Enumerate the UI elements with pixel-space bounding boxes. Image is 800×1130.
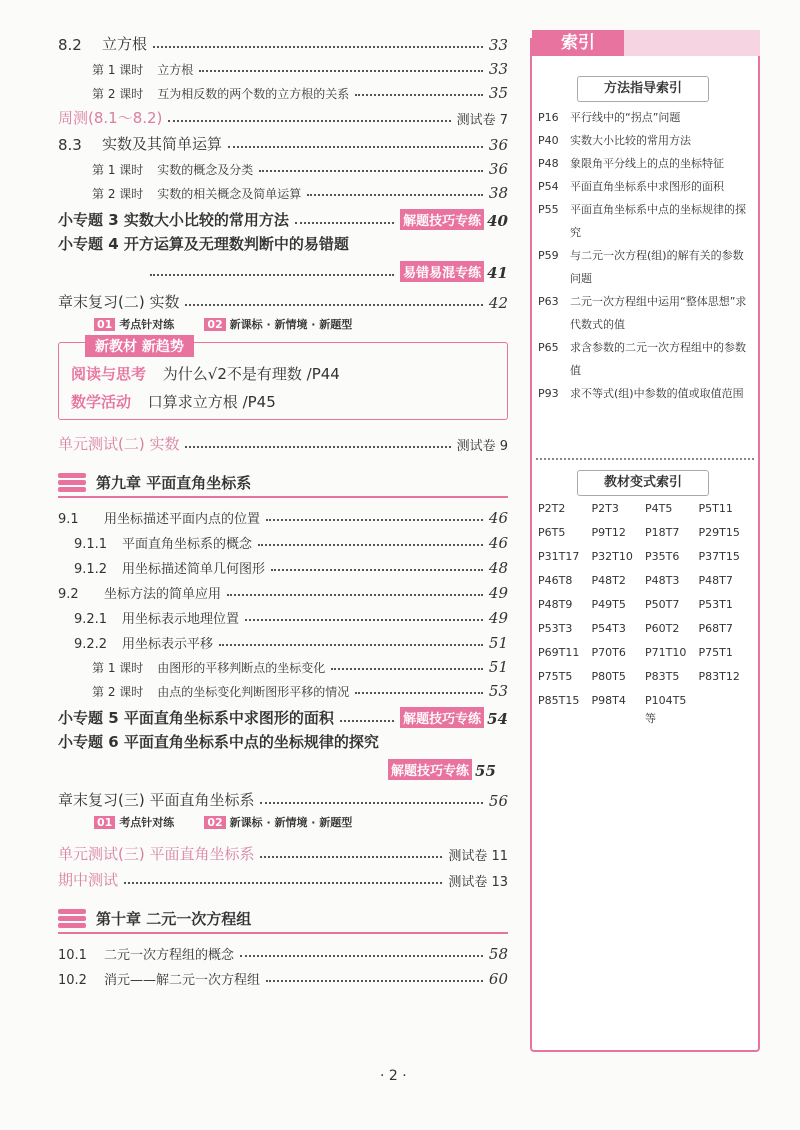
leader-dots — [153, 45, 483, 48]
page-number: 41 — [487, 264, 508, 282]
variant-ref[interactable]: P60T2 — [645, 622, 680, 635]
leader-dots — [355, 691, 483, 694]
page-number: 38 — [488, 184, 508, 202]
lesson-label: 第 2 课时 — [92, 187, 144, 201]
index-header-band — [624, 30, 760, 56]
page-number: 36 — [488, 160, 508, 178]
variant-ref[interactable]: P4T5 — [645, 502, 673, 515]
variant-ref[interactable]: P48T7 — [698, 574, 733, 587]
toc-entry[interactable] — [58, 502, 508, 527]
leader-dots — [150, 273, 394, 276]
lesson-title: 实数的相关概念及简单运算 — [157, 187, 302, 201]
toc-entry[interactable] — [58, 963, 508, 988]
index-topic: 平面直角坐标系中点的坐标规律的探究 — [570, 203, 746, 239]
page-number: 42 — [488, 294, 508, 312]
page-number: 33 — [488, 36, 508, 54]
methods-index-item[interactable] — [538, 106, 752, 129]
index-page-ref: P93 — [538, 387, 559, 400]
topic-title: 小专题 4 开方运算及无理数判断中的易错题 — [58, 235, 349, 253]
index-panel — [530, 33, 760, 1052]
variant-ref[interactable]: P71T10 — [645, 646, 687, 659]
tag-number: 02 — [204, 816, 225, 829]
review-title: 章末复习(二) 实数 — [58, 293, 180, 311]
variant-ref[interactable]: P68T7 — [698, 622, 733, 635]
index-topic: 与二元一次方程(组)的解有关的参数问题 — [570, 249, 744, 285]
page-number: 58 — [488, 945, 508, 963]
page-number: 60 — [488, 970, 508, 988]
leader-dots — [124, 881, 442, 884]
variant-ref[interactable]: P83T12 — [698, 670, 740, 683]
leader-dots — [185, 303, 482, 306]
index-topic: 求含参数的二元一次方程组中的参数值 — [570, 341, 746, 377]
variant-ref[interactable]: P37T15 — [698, 550, 740, 563]
books-icon — [58, 471, 92, 493]
chapter-heading[interactable] — [58, 902, 508, 934]
topic-title: 小专题 5 平面直角坐标系中求图形的面积 — [58, 709, 334, 727]
variant-ref[interactable]: P50T7 — [645, 598, 680, 611]
section-number: 9.2.2 — [74, 637, 108, 652]
variant-ref[interactable]: P104T5 等 — [645, 694, 687, 725]
section-title: 二元一次方程组的概念 — [104, 948, 235, 963]
review-title: 章末复习(三) 平面直角坐标系 — [58, 791, 255, 809]
tag-label: 考点针对练 — [119, 318, 175, 331]
index-topic: 实数大小比较的常用方法 — [570, 134, 691, 147]
trend-header: 新教材 新趋势 — [85, 335, 194, 357]
variants-index-title: 教材变式索引 — [577, 470, 709, 496]
leader-dots — [168, 119, 450, 122]
section-number: 8.3 — [58, 136, 82, 154]
lesson-title: 实数的概念及分类 — [157, 163, 254, 177]
toc-entry[interactable] — [58, 780, 508, 810]
lesson-label: 第 2 课时 — [92, 685, 144, 699]
methods-index-title: 方法指导索引 — [577, 76, 709, 102]
toc-entry[interactable] — [58, 728, 508, 752]
test-paper-ref: 测试卷 7 — [456, 113, 508, 128]
leader-dots — [266, 518, 483, 521]
variant-ref[interactable]: P9T12 — [591, 526, 626, 539]
section-title: 坐标方法的简单应用 — [104, 587, 222, 602]
lesson-label: 第 2 课时 — [92, 87, 144, 101]
page-number: 55 — [475, 762, 496, 780]
page-footer: · 2 · — [380, 1068, 407, 1084]
leader-dots — [219, 643, 483, 646]
methods-index-item[interactable] — [538, 244, 752, 290]
tag-label: 新课标 · 新情境 · 新题型 — [229, 318, 353, 331]
variant-ref[interactable]: P46T8 — [538, 574, 573, 587]
lesson-title: 由点的坐标变化判断图形平移的情况 — [157, 685, 350, 699]
variant-ref[interactable]: P85T15 — [538, 694, 580, 707]
leader-dots — [340, 719, 394, 722]
leader-dots — [271, 568, 483, 571]
new-trend-box — [58, 339, 508, 420]
toc-entry[interactable] — [58, 128, 508, 154]
lesson-title: 立方根 — [157, 63, 194, 77]
section-number: 9.1.1 — [74, 537, 108, 552]
section-number: 10.1 — [58, 948, 87, 963]
variant-ref[interactable]: P2T2 — [538, 502, 566, 515]
toc-entry[interactable] — [58, 676, 508, 700]
test-paper-ref: 测试卷 9 — [456, 439, 508, 454]
toc-entry[interactable] — [58, 864, 508, 890]
toc-entry[interactable] — [58, 938, 508, 963]
leader-dots — [227, 593, 483, 596]
page-number: 51 — [488, 634, 508, 652]
methods-index-item[interactable] — [538, 290, 752, 336]
variant-ref[interactable]: P18T7 — [645, 526, 680, 539]
topic-title: 小专题 3 实数大小比较的常用方法 — [58, 211, 289, 229]
page-number: 40 — [487, 212, 508, 230]
methods-index-item[interactable] — [538, 175, 752, 198]
toc-entry[interactable] — [58, 627, 508, 652]
leader-dots — [259, 169, 483, 172]
toc-entry[interactable] — [58, 178, 508, 202]
review-tags — [58, 810, 508, 834]
leader-dots — [331, 667, 483, 670]
topic-title: 小专题 6 平面直角坐标系中点的坐标规律的探究 — [58, 733, 379, 751]
variants-index-grid — [538, 500, 752, 725]
leader-dots — [240, 954, 483, 957]
toc-entry[interactable] — [58, 230, 508, 254]
section-title: 立方根 — [102, 35, 148, 53]
toc-entry[interactable] — [58, 428, 508, 454]
tag-number: 01 — [94, 816, 115, 829]
toc-entry[interactable] — [58, 78, 508, 102]
topic-tag: 解题技巧专练 — [400, 209, 484, 230]
index-page-ref: P65 — [538, 341, 559, 354]
methods-index-item[interactable] — [538, 152, 752, 175]
section-number: 9.2.1 — [74, 612, 108, 627]
section-title: 实数及其简单运算 — [102, 135, 223, 153]
topic-tag: 解题技巧专练 — [400, 707, 484, 728]
books-icon — [58, 907, 92, 929]
lesson-label: 第 1 课时 — [92, 661, 144, 675]
index-page-ref: P54 — [538, 180, 559, 193]
chapter-heading[interactable] — [58, 466, 508, 498]
variant-ref[interactable]: P48T9 — [538, 598, 573, 611]
variant-ref[interactable]: P5T11 — [698, 502, 733, 515]
variant-ref[interactable]: P54T3 — [591, 622, 626, 635]
methods-index-item[interactable] — [538, 382, 752, 405]
page-number: 35 — [488, 84, 508, 102]
toc-entry-continuation[interactable] — [58, 752, 508, 780]
lesson-label: 第 1 课时 — [92, 163, 144, 177]
page-number: 36 — [488, 136, 508, 154]
toc-entry[interactable] — [58, 54, 508, 78]
page-number: 56 — [488, 792, 508, 810]
test-paper-ref: 测试卷 13 — [448, 875, 508, 890]
chapter-title: 第十章 二元一次方程组 — [96, 909, 252, 928]
section-title: 平面直角坐标系的概念 — [122, 537, 253, 552]
toc-entry[interactable] — [58, 28, 508, 54]
toc-entry[interactable] — [58, 202, 508, 230]
leader-dots — [260, 855, 442, 858]
toc-entry[interactable] — [58, 154, 508, 178]
toc-entry[interactable] — [58, 602, 508, 627]
variant-ref[interactable]: P98T4 — [591, 694, 626, 707]
toc-entry[interactable] — [58, 552, 508, 577]
toc-entry[interactable] — [58, 577, 508, 602]
trend-label: 数学活动 — [71, 393, 132, 411]
variant-ref[interactable]: P53T1 — [698, 598, 733, 611]
section-number: 9.1 — [58, 512, 79, 527]
variant-ref[interactable]: P2T3 — [591, 502, 619, 515]
test-title: 单元测试(二) 实数 — [58, 435, 180, 453]
toc-entry[interactable] — [58, 652, 508, 676]
leader-dots — [295, 221, 394, 224]
variant-ref[interactable]: P48T2 — [591, 574, 626, 587]
index-topic: 平面直角坐标系中求图形的面积 — [570, 180, 724, 193]
page-number: 48 — [488, 559, 508, 577]
trend-value: 为什么√2不是有理数 /P44 — [162, 365, 340, 383]
toc-entry[interactable] — [58, 102, 508, 128]
page-number: 49 — [488, 609, 508, 627]
index-page-ref: P16 — [538, 111, 559, 124]
chapter-underline — [58, 496, 508, 498]
index-topic: 平行线中的“拐点”问题 — [570, 111, 681, 124]
lesson-title: 互为相反数的两个数的立方根的关系 — [157, 87, 350, 101]
index-header: 索引 — [532, 30, 624, 56]
leader-dots — [185, 445, 450, 448]
methods-index-item[interactable] — [538, 129, 752, 152]
section-number: 10.2 — [58, 973, 87, 988]
toc-entry[interactable] — [58, 527, 508, 552]
index-page-ref: P40 — [538, 134, 559, 147]
index-topic: 象限角平分线上的点的坐标特征 — [570, 157, 724, 170]
variant-ref[interactable]: P75T1 — [698, 646, 733, 659]
page-number: 53 — [488, 682, 508, 700]
toc-entry-continuation[interactable] — [58, 254, 508, 282]
section-title: 用坐标表示地理位置 — [122, 612, 240, 627]
topic-tag: 解题技巧专练 — [388, 759, 472, 780]
index-topic: 二元一次方程组中运用“整体思想”求代数式的值 — [570, 295, 747, 331]
leader-dots — [260, 801, 482, 804]
tag-number: 01 — [94, 318, 115, 331]
page-number: 49 — [488, 584, 508, 602]
variant-ref[interactable]: P80T5 — [591, 670, 626, 683]
variant-ref[interactable]: P32T10 — [591, 550, 633, 563]
section-title: 用坐标描述平面内点的位置 — [104, 512, 261, 527]
test-title: 期中测试 — [58, 871, 119, 889]
trend-label: 阅读与思考 — [71, 365, 147, 383]
index-page-ref: P55 — [538, 203, 559, 216]
index-page-ref: P48 — [538, 157, 559, 170]
section-number: 9.1.2 — [74, 562, 108, 577]
page-number: 46 — [488, 534, 508, 552]
variant-ref[interactable]: P75T5 — [538, 670, 573, 683]
section-title: 用坐标描述简单几何图形 — [122, 562, 266, 577]
leader-dots — [228, 145, 483, 148]
tag-number: 02 — [204, 318, 225, 331]
lesson-title: 由图形的平移判断点的坐标变化 — [157, 661, 326, 675]
test-title: 单元测试(三) 平面直角坐标系 — [58, 845, 255, 863]
variant-ref[interactable]: P29T15 — [698, 526, 740, 539]
section-number: 9.2 — [58, 587, 79, 602]
test-title: 周测(8.1～8.2) — [58, 109, 163, 127]
variant-ref[interactable]: P31T17 — [538, 550, 580, 563]
section-title: 用坐标表示平移 — [122, 637, 214, 652]
page-number: 51 — [488, 658, 508, 676]
page-number: 46 — [488, 509, 508, 527]
tag-label: 考点针对练 — [119, 816, 175, 829]
leader-dots — [245, 618, 483, 621]
page-number: 54 — [487, 710, 508, 728]
review-tags — [58, 312, 508, 336]
leader-dots — [307, 193, 483, 196]
section-number: 8.2 — [58, 36, 82, 54]
leader-dots — [258, 543, 483, 546]
topic-tag: 易错易混专练 — [400, 261, 484, 282]
index-topic: 求不等式(组)中参数的值或取值范围 — [570, 387, 744, 400]
toc-entry[interactable] — [58, 282, 508, 312]
variant-ref[interactable]: P35T6 — [645, 550, 680, 563]
leader-dots — [199, 69, 483, 72]
toc-entry[interactable] — [58, 700, 508, 728]
leader-dots — [266, 979, 483, 982]
methods-index-list — [538, 106, 752, 405]
variant-ref[interactable]: P48T3 — [645, 574, 680, 587]
divider — [536, 458, 754, 460]
variant-ref[interactable]: P49T5 — [591, 598, 626, 611]
methods-index-item[interactable] — [538, 198, 752, 244]
test-paper-ref: 测试卷 11 — [448, 849, 508, 864]
index-page-ref: P63 — [538, 295, 559, 308]
variant-ref[interactable]: P69T11 — [538, 646, 580, 659]
trend-row[interactable] — [71, 391, 276, 412]
trend-row[interactable] — [71, 363, 340, 384]
leader-dots — [355, 93, 483, 96]
section-title: 消元——解二元一次方程组 — [104, 973, 261, 988]
chapter-title: 第九章 平面直角坐标系 — [96, 473, 252, 492]
variant-ref[interactable]: P6T5 — [538, 526, 566, 539]
table-of-contents — [58, 28, 508, 988]
methods-index-item[interactable] — [538, 336, 752, 382]
toc-entry[interactable] — [58, 838, 508, 864]
variant-ref[interactable]: P53T3 — [538, 622, 573, 635]
chapter-underline — [58, 932, 508, 934]
lesson-label: 第 1 课时 — [92, 63, 144, 77]
variant-ref[interactable]: P83T5 — [645, 670, 680, 683]
variant-ref[interactable]: P70T6 — [591, 646, 626, 659]
tag-label: 新课标 · 新情境 · 新题型 — [229, 816, 353, 829]
trend-value: 口算求立方根 /P45 — [147, 393, 276, 411]
page-number: 33 — [488, 60, 508, 78]
index-page-ref: P59 — [538, 249, 559, 262]
